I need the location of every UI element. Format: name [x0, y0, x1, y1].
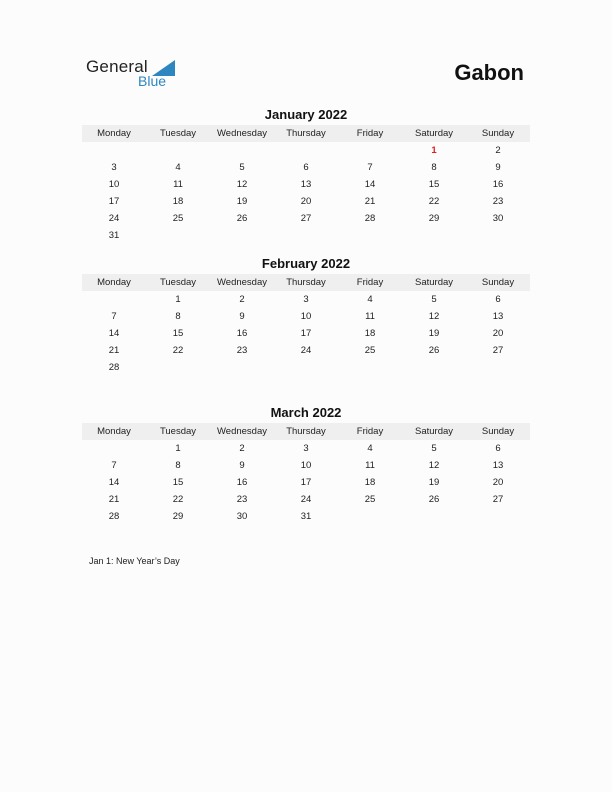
month-title: March 2022 [270, 405, 342, 420]
weekday-label: Tuesday [159, 426, 197, 437]
day-cell: 16 [492, 179, 504, 190]
empty-day-cell [274, 359, 338, 376]
empty-day-cell [146, 359, 210, 376]
day-cell: 22 [428, 196, 440, 207]
day-cell: 11 [173, 179, 183, 190]
day-cell: 25 [364, 345, 376, 356]
weekday-label: Tuesday [159, 128, 197, 139]
weekday-label: Saturday [414, 426, 454, 437]
day-cell: 15 [172, 477, 184, 488]
day-cell: 13 [492, 460, 504, 471]
weekday-header-row [82, 423, 530, 440]
month-title: January 2022 [264, 107, 348, 122]
day-cell: 2 [239, 294, 245, 305]
empty-day-cell [274, 227, 338, 244]
weekday-label: Wednesday [217, 277, 267, 288]
day-cell: 11 [365, 460, 375, 471]
week-row [82, 308, 530, 325]
empty-day-cell [466, 227, 530, 244]
day-cell: 27 [492, 494, 504, 505]
weekday-label: Saturday [414, 277, 454, 288]
day-cell: 30 [492, 213, 504, 224]
day-cell: 25 [364, 494, 376, 505]
empty-day-cell [338, 508, 402, 525]
day-cell: 6 [495, 294, 501, 305]
day-cell: 16 [236, 328, 248, 339]
day-cell: 8 [175, 311, 181, 322]
day-cell: 8 [431, 162, 437, 173]
day-cell: 23 [236, 345, 248, 356]
day-cell: 19 [428, 477, 440, 488]
holiday-note: Jan 1: New Year’s Day [89, 556, 180, 566]
day-cell: 28 [364, 213, 376, 224]
day-cell: 17 [300, 328, 312, 339]
weekday-label: Wednesday [217, 426, 267, 437]
day-cell: 3 [111, 162, 117, 173]
empty-day-cell [466, 359, 530, 376]
weekday-label: Thursday [286, 128, 326, 139]
day-cell: 24 [300, 494, 312, 505]
weekday-label: Thursday [286, 277, 326, 288]
day-cell: 6 [303, 162, 309, 173]
day-cell: 25 [172, 213, 184, 224]
day-cell: 29 [172, 511, 184, 522]
day-cell: 14 [108, 477, 120, 488]
empty-day-cell [82, 291, 146, 308]
month-march [82, 405, 530, 525]
day-cell: 5 [431, 294, 437, 305]
day-cell: 24 [108, 213, 120, 224]
day-cell: 1 [175, 294, 181, 305]
weekday-label: Friday [356, 426, 384, 437]
day-cell: 4 [367, 294, 373, 305]
day-cell: 10 [300, 311, 312, 322]
week-row [82, 342, 530, 359]
day-cell: 28 [108, 362, 120, 373]
day-cell: 3 [303, 443, 309, 454]
day-cell: 18 [172, 196, 184, 207]
day-cell: 15 [172, 328, 184, 339]
empty-day-cell [402, 227, 466, 244]
day-cell: 27 [492, 345, 504, 356]
week-row [82, 193, 530, 210]
day-cell: 10 [300, 460, 312, 471]
day-cell: 20 [492, 477, 504, 488]
day-cell: 26 [236, 213, 248, 224]
day-cell: 30 [236, 511, 248, 522]
weekday-header-row [82, 274, 530, 291]
day-cell: 1 [175, 443, 181, 454]
day-cell: 18 [364, 328, 376, 339]
logo-blue-text: Blue [138, 73, 167, 89]
weekday-label: Monday [97, 128, 131, 139]
day-cell: 5 [239, 162, 245, 173]
day-cell: 31 [300, 511, 312, 522]
day-cell: 27 [300, 213, 312, 224]
day-cell: 21 [108, 494, 120, 505]
day-cell: 6 [495, 443, 501, 454]
weekday-label: Monday [97, 277, 131, 288]
empty-day-cell [210, 142, 274, 159]
day-cell: 7 [367, 162, 373, 173]
day-cell: 15 [428, 179, 440, 190]
day-cell: 17 [300, 477, 312, 488]
weekday-label: Saturday [414, 128, 454, 139]
month-february [82, 256, 530, 376]
day-cell: 7 [111, 311, 117, 322]
week-row [82, 210, 530, 227]
day-cell: 12 [428, 311, 440, 322]
day-cell: 2 [495, 145, 501, 156]
day-cell: 20 [492, 328, 504, 339]
day-cell: 18 [364, 477, 376, 488]
weekday-label: Friday [356, 128, 384, 139]
empty-day-cell [146, 142, 210, 159]
day-cell: 10 [108, 179, 120, 190]
day-cell: 16 [236, 477, 248, 488]
day-cell: 19 [236, 196, 248, 207]
empty-day-cell [210, 359, 274, 376]
week-row [82, 474, 530, 491]
empty-day-cell [402, 508, 466, 525]
day-cell: 12 [428, 460, 440, 471]
day-cell: 9 [239, 460, 245, 471]
week-row [82, 227, 530, 244]
empty-day-cell [274, 142, 338, 159]
empty-day-cell [466, 508, 530, 525]
week-row [82, 440, 530, 457]
day-cell: 23 [492, 196, 504, 207]
day-cell: 4 [175, 162, 181, 173]
holiday-day-cell: 1 [431, 145, 437, 156]
week-row [82, 491, 530, 508]
weekday-label: Sunday [481, 426, 515, 437]
day-cell: 21 [364, 196, 376, 207]
day-cell: 12 [236, 179, 248, 190]
week-row [82, 176, 530, 193]
day-cell: 29 [428, 213, 440, 224]
day-cell: 21 [108, 345, 120, 356]
empty-day-cell [338, 142, 402, 159]
week-row [82, 508, 530, 525]
weekday-label: Thursday [286, 426, 326, 437]
day-cell: 7 [111, 460, 117, 471]
month-january [82, 107, 530, 244]
weekday-label: Monday [97, 426, 131, 437]
day-cell: 22 [172, 345, 184, 356]
day-cell: 13 [300, 179, 312, 190]
day-cell: 14 [108, 328, 120, 339]
week-row [82, 359, 530, 376]
day-cell: 26 [428, 494, 440, 505]
weekday-label: Sunday [481, 128, 515, 139]
day-cell: 22 [172, 494, 184, 505]
empty-day-cell [146, 227, 210, 244]
day-cell: 9 [495, 162, 501, 173]
weekday-header-row [82, 125, 530, 142]
day-cell: 13 [492, 311, 504, 322]
weekday-label: Tuesday [159, 277, 197, 288]
week-row [82, 142, 530, 159]
empty-day-cell [402, 359, 466, 376]
logo-general-text: General [86, 57, 148, 76]
empty-day-cell [82, 440, 146, 457]
week-row [82, 457, 530, 474]
day-cell: 11 [365, 311, 375, 322]
country-title: Gabon [454, 60, 524, 85]
day-cell: 14 [364, 179, 376, 190]
day-cell: 3 [303, 294, 309, 305]
weekday-label: Friday [356, 277, 384, 288]
week-row [82, 291, 530, 308]
day-cell: 19 [428, 328, 440, 339]
logo [86, 57, 186, 91]
day-cell: 28 [108, 511, 120, 522]
weekday-label: Wednesday [217, 128, 267, 139]
day-cell: 23 [236, 494, 248, 505]
week-row [82, 325, 530, 342]
day-cell: 8 [175, 460, 181, 471]
weekday-label: Sunday [481, 277, 515, 288]
day-cell: 5 [431, 443, 437, 454]
day-cell: 4 [367, 443, 373, 454]
month-title: February 2022 [261, 256, 351, 271]
day-cell: 24 [300, 345, 312, 356]
day-cell: 26 [428, 345, 440, 356]
week-row [82, 159, 530, 176]
day-cell: 2 [239, 443, 245, 454]
day-cell: 9 [239, 311, 245, 322]
empty-day-cell [210, 227, 274, 244]
empty-day-cell [338, 227, 402, 244]
empty-day-cell [82, 142, 146, 159]
day-cell: 31 [108, 230, 120, 241]
day-cell: 20 [300, 196, 312, 207]
empty-day-cell [338, 359, 402, 376]
day-cell: 17 [108, 196, 120, 207]
